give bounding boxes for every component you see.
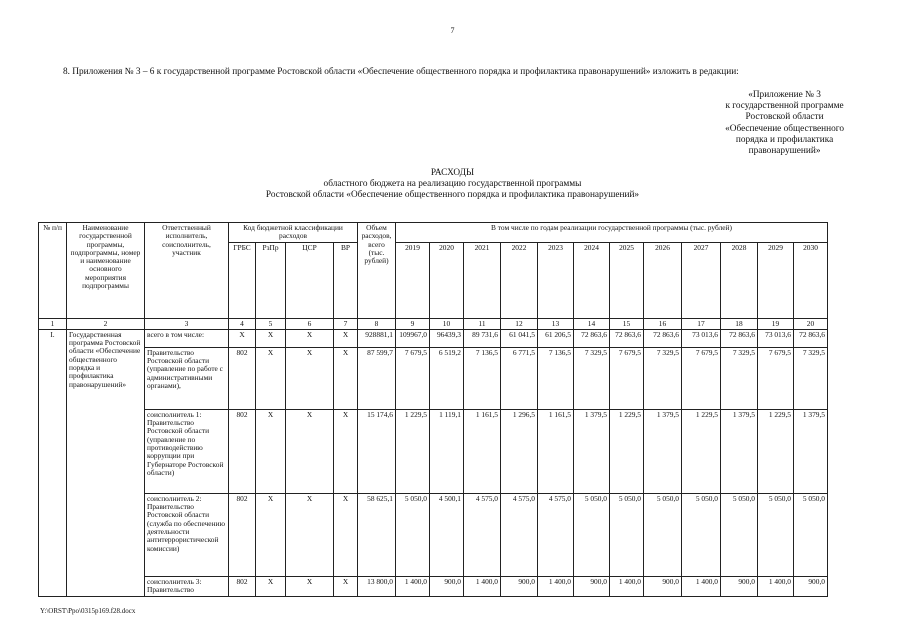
year-value-cell: 96439,3 [430,329,464,347]
year-value-cell: 1 229,5 [758,409,794,493]
year-value-cell: 5 050,0 [644,493,682,576]
column-number: 17 [682,318,721,329]
year-value-cell: 5 050,0 [574,493,610,576]
column-number: 18 [721,318,758,329]
file-path-footer: Y:\ORST\Ppo\0315p169.f28.docx [40,607,136,615]
year-value-cell: 1 379,5 [794,409,828,493]
year-value-cell: 7 679,5 [682,347,721,409]
year-value-cell: 1 400,0 [610,576,644,596]
budget-code-cell: 802 [229,409,256,493]
year-value-cell: 61 041,5 [501,329,538,347]
header-code-group: Код бюджетной классификации расходов [229,223,358,243]
year-value-cell: 1 229,5 [396,409,430,493]
header-num: № п/п [39,223,67,319]
year-value-cell: 61 206,5 [538,329,574,347]
budget-code-cell: X [334,347,358,409]
header-year: 2024 [574,242,610,318]
header-code-rzpr: РзПр [256,242,286,318]
header-year: 2029 [758,242,794,318]
header-year: 2026 [644,242,682,318]
year-value-cell: 73 013,6 [758,329,794,347]
header-code-grbs: ГРБС [229,242,256,318]
title-line: областного бюджета на реализацию государственной программы [323,179,582,189]
year-value-cell: 89 731,6 [464,329,501,347]
year-value-cell: 1 400,0 [758,576,794,596]
budget-code-cell: X [286,329,334,347]
column-number: 5 [256,318,286,329]
year-value-cell: 72 863,6 [794,329,828,347]
page-number: 7 [450,26,455,35]
year-value-cell: 7 329,5 [644,347,682,409]
column-number: 9 [396,318,430,329]
year-value-cell: 1 229,5 [610,409,644,493]
table-row [39,329,828,347]
appendix-line: «Обеспечение общественного [725,123,844,134]
column-number: 3 [145,318,229,329]
year-value-cell: 5 050,0 [610,493,644,576]
year-value-cell: 73 013,6 [682,329,721,347]
year-value-cell: 5 050,0 [758,493,794,576]
year-value-cell: 900,0 [644,576,682,596]
year-value-cell: 1 379,5 [574,409,610,493]
column-number: 4 [229,318,256,329]
title-line: Ростовской области «Обеспечение общественного порядка и профилактика правонарушений» [265,190,640,200]
budget-code-cell: 802 [229,493,256,576]
total-volume-cell: 13 800,0 [358,576,396,596]
appendix-line: к государственной программе [725,101,844,112]
column-number: 8 [358,318,396,329]
budget-code-cell: X [286,493,334,576]
budget-code-cell: X [229,329,256,347]
year-value-cell: 4 500,1 [430,493,464,576]
header-years-group: В том числе по годам реализации государственной программы (тыс. рублей) [396,223,828,243]
header-year: 2022 [501,242,538,318]
column-number: 14 [574,318,610,329]
table-row [39,576,828,596]
budget-code-cell: X [334,329,358,347]
program-number-cell: I. [39,329,67,596]
header-executor: Ответственный исполнитель, соисполнитель, участник [145,223,229,319]
year-value-cell: 7 679,5 [396,347,430,409]
table-row [39,493,828,576]
year-value-cell: 1 229,5 [682,409,721,493]
table-row [39,347,828,409]
column-number: 10 [430,318,464,329]
year-value-cell: 900,0 [721,576,758,596]
appendix-line: «Приложение № 3 [748,90,821,100]
header-year: 2030 [794,242,828,318]
header-year: 2021 [464,242,501,318]
budget-code-cell: X [334,493,358,576]
budget-code-cell: X [286,409,334,493]
year-value-cell: 6 519,2 [430,347,464,409]
column-number: 12 [501,318,538,329]
appendix-line: правонарушений» [748,146,821,157]
year-value-cell: 7 679,5 [758,347,794,409]
budget-code-cell: X [286,576,334,596]
year-value-cell: 5 050,0 [682,493,721,576]
header-volume: Объем расходов, всего (тыс. рублей) [358,223,396,319]
budget-code-cell: X [256,347,286,409]
year-value-cell: 7 136,5 [464,347,501,409]
year-value-cell: 7 329,5 [721,347,758,409]
year-value-cell: 900,0 [574,576,610,596]
year-value-cell: 7 329,5 [794,347,828,409]
year-value-cell: 1 400,0 [396,576,430,596]
column-number: 16 [644,318,682,329]
intro-paragraph: 8. Приложения № 3 – 6 к государственной программе Ростовской области «Обеспечение общественного порядка и профилактика правонарушений» изложить в редакции: [63,67,739,77]
executor-cell: соисполнитель 2: Правительство Ростовской области (служба по обеспечению деятельности антитеррористической комиссии) [145,493,229,576]
year-value-cell: 7 136,5 [538,347,574,409]
year-value-cell: 4 575,0 [464,493,501,576]
total-volume-cell: 87 599,7 [358,347,396,409]
appendix-header [725,90,844,157]
year-value-cell: 7 329,5 [574,347,610,409]
header-year: 2019 [396,242,430,318]
header-code-csr: ЦСР [286,242,334,318]
year-value-cell: 1 400,0 [464,576,501,596]
year-value-cell: 1 161,5 [538,409,574,493]
year-value-cell: 7 679,5 [610,347,644,409]
column-number: 11 [464,318,501,329]
year-value-cell: 4 575,0 [538,493,574,576]
title-line: РАСХОДЫ [430,168,475,178]
budget-code-cell: X [256,409,286,493]
budget-code-cell: X [256,576,286,596]
column-number: 19 [758,318,794,329]
executor-cell: соисполнитель 3: Правительство [145,576,229,596]
header-code-vr: ВР [334,242,358,318]
column-number: 20 [794,318,828,329]
header-year: 2023 [538,242,574,318]
year-value-cell: 1 379,5 [721,409,758,493]
year-value-cell: 109967,0 [396,329,430,347]
column-number: 7 [334,318,358,329]
document-title [0,168,905,201]
column-number: 15 [610,318,644,329]
year-value-cell: 1 161,5 [464,409,501,493]
year-value-cell: 5 050,0 [721,493,758,576]
year-value-cell: 1 400,0 [538,576,574,596]
budget-code-cell: X [256,493,286,576]
appendix-line: Ростовской области [745,112,824,123]
budget-code-cell: 802 [229,576,256,596]
header-year: 2027 [682,242,721,318]
year-value-cell: 1 400,0 [682,576,721,596]
executor-cell: Правительство Ростовской области (управление по работе с административными органами), [145,347,229,409]
column-number: 2 [67,318,145,329]
year-value-cell: 72 863,6 [721,329,758,347]
header-year: 2025 [610,242,644,318]
year-value-cell: 72 863,6 [574,329,610,347]
year-value-cell: 900,0 [501,576,538,596]
budget-code-cell: X [334,576,358,596]
year-value-cell: 900,0 [794,576,828,596]
year-value-cell: 1 296,5 [501,409,538,493]
header-year: 2028 [721,242,758,318]
column-number-row [39,318,828,329]
budget-code-cell: X [334,409,358,493]
year-value-cell: 72 863,6 [644,329,682,347]
appendix-line: порядка и профилактика [735,134,834,145]
year-value-cell: 4 575,0 [501,493,538,576]
expenses-table [38,222,828,597]
year-value-cell: 1 119,1 [430,409,464,493]
column-number: 6 [286,318,334,329]
column-number: 13 [538,318,574,329]
executor-cell: всего в том числе: [145,329,229,347]
table-row [39,409,828,493]
year-value-cell: 1 379,5 [644,409,682,493]
budget-code-cell: X [286,347,334,409]
header-year: 2020 [430,242,464,318]
budget-code-cell: X [256,329,286,347]
budget-code-cell: 802 [229,347,256,409]
year-value-cell: 72 863,6 [610,329,644,347]
year-value-cell: 5 050,0 [794,493,828,576]
year-value-cell: 900,0 [430,576,464,596]
executor-cell: соисполнитель 1: Правительство Ростовской области (управление по противодействию коррупции при Губернаторе Ростовской области) [145,409,229,493]
column-number: 1 [39,318,67,329]
program-name-cell: Государственная программа Ростовской области «Обеспечение общественного порядка и профилактика правонарушений» [67,329,145,596]
total-volume-cell: 15 174,6 [358,409,396,493]
total-volume-cell: 58 625,1 [358,493,396,576]
total-volume-cell: 928881,1 [358,329,396,347]
year-value-cell: 6 771,5 [501,347,538,409]
header-name: Наименование государственной программы, подпрограммы, номер и наименование основного мероприятия подпрограммы [67,223,145,319]
year-value-cell: 5 050,0 [396,493,430,576]
